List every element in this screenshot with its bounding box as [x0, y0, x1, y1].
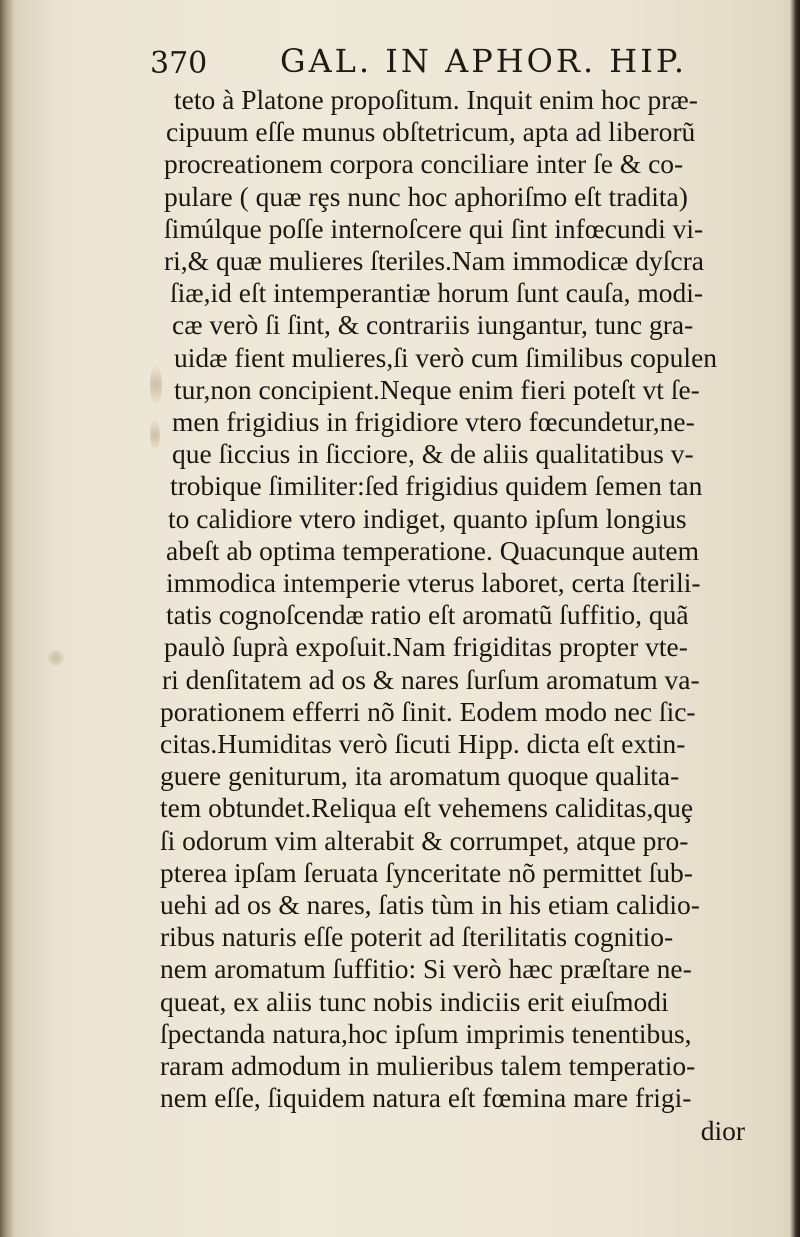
text-line: paulò ſuprà expoſuit.Nam frigiditas propter vte- — [164, 631, 688, 663]
text-line: tatis cognoſcendæ ratio eſt aromatũ ſuffitio, quã — [166, 599, 689, 631]
text-line: cæ verò ſi ſint, & contrariis iungantur, tunc gra- — [172, 309, 694, 341]
text-line: ſi odorum vim alterabit & corrumpet, atque pro- — [160, 824, 689, 856]
text-line: trobique ſimiliter:ſed frigidius quidem ſemen tan — [170, 470, 703, 502]
text-line: procreationem corpora conciliare inter ſe & co- — [164, 148, 684, 180]
page-edge-shadow — [790, 0, 800, 1237]
catchword: dior — [700, 1114, 745, 1146]
text-line: tem obtundet.Reliqua eſt vehemens caliditas,quȩ — [160, 792, 694, 824]
text-line: abeſt ab optima temperatione. Quacunque autem — [166, 534, 699, 566]
text-line: ri,& quæ mulieres ſteriles.Nam immodicæ dyſcra — [164, 245, 704, 277]
text-line: immodica intemperie vterus laboret, certa ſterili- — [166, 567, 701, 599]
text-line: tur,non concipient.Neque enim fieri poteſt vt ſe- — [174, 373, 700, 405]
text-line: ſimúlque poſſe internoſcere qui ſint infœcundi vi- — [164, 212, 704, 244]
spine-gutter — [0, 0, 14, 1237]
text-line: que ſiccius in ſicciore, & de aliis qualitatibus v- — [172, 438, 694, 470]
text-line: teto à Platone propoſitum. Inquit enim hoc præ- — [174, 84, 698, 115]
page-header — [150, 40, 710, 88]
text-line: ſiæ,id eſt intemperantiæ horum ſunt cauſa, modi- — [170, 277, 704, 309]
text-line: nem eſſe, ſiquidem natura eſt fœmina mare frigi- — [160, 1082, 692, 1114]
text-line: queat, ex aliis tunc nobis indiciis erit eiuſmodi — [160, 985, 669, 1017]
text-line: cipuum eſſe munus obſtetricum, apta ad liberorũ — [166, 116, 696, 148]
text-line: pulare ( quæ rȩs nunc hoc aphoriſmo eſt tradita) — [164, 180, 688, 212]
text-line: ri denſitatem ad os & nares ſurſum aromatum va- — [162, 663, 700, 695]
text-line: pterea ipſam ſeruata ſynceritate nõ permittet ſub- — [160, 856, 693, 888]
text-line: ſpectanda natura,hoc ipſum imprimis tenentibus, — [160, 1017, 692, 1049]
text-line: to calidiore vtero indiget, quanto ipſum longius — [168, 502, 687, 534]
text-line: citas.Humiditas verò ſicuti Hipp. dicta eſt extin- — [160, 728, 686, 760]
text-line: uehi ad os & nares, ſatis tùm in his etiam calidio- — [160, 889, 700, 921]
text-line: nem aromatum ſuffitio: Si verò hæc præſtare ne- — [160, 953, 692, 985]
text-line: men frigidius in frigidiore vtero fœcundetur,ne- — [172, 406, 695, 438]
text-line: ribus naturis eſſe poterit ad ſterilitatis cognitio- — [160, 921, 674, 953]
text-line: uidæ fient mulieres,ſi verò cum ſimilibus copulen — [174, 341, 718, 373]
foxing-stain — [150, 420, 160, 450]
body-text — [160, 84, 775, 1147]
text-line: raram admodum in mulieribus talem temperatio- — [160, 1050, 696, 1082]
running-head: GAL. IN APHOR. HIP. — [280, 42, 688, 80]
text-line: guere geniturum, ita aromatum quoque qualita- — [160, 760, 680, 792]
foxing-stain — [48, 650, 64, 666]
text-line: porationem efferri nõ ſinit. Eodem modo nec ſic- — [160, 695, 696, 727]
page-number: 370 — [150, 46, 208, 81]
